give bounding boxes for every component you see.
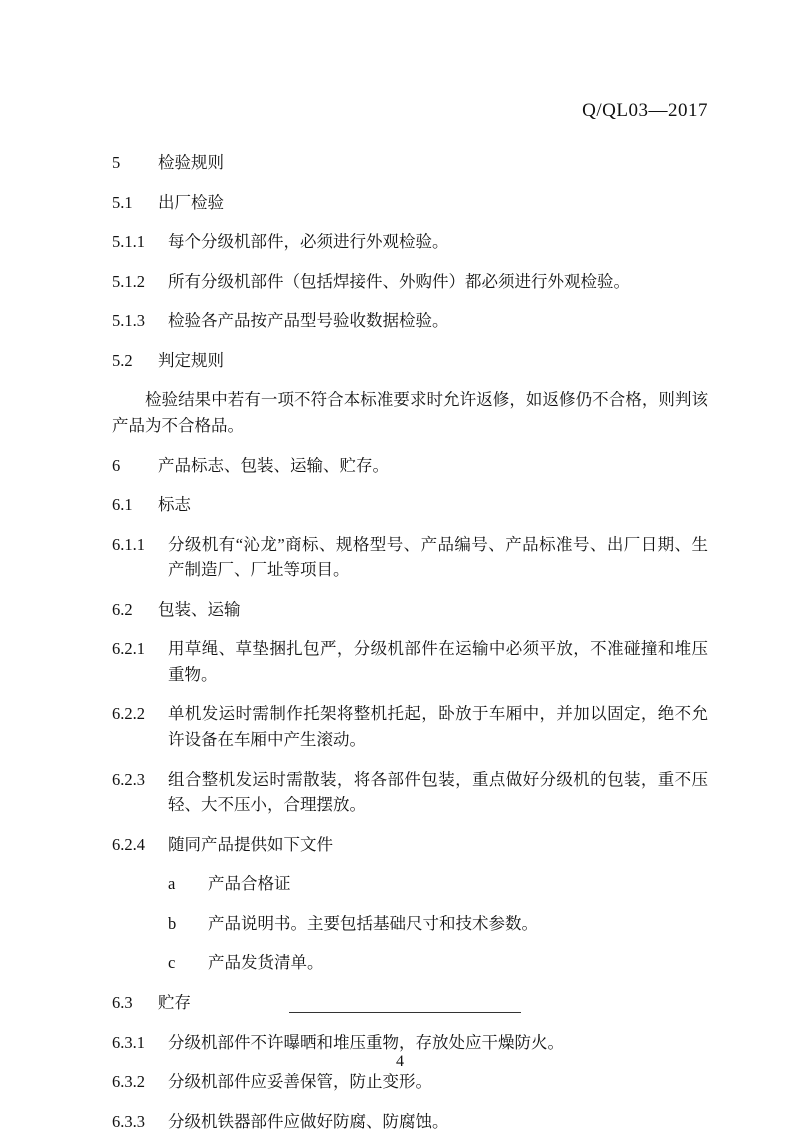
sub-list-item <box>168 871 708 897</box>
clause-text: 检验各产品按产品型号验收数据检验。 <box>168 311 449 331</box>
clause-item <box>112 701 708 752</box>
clause-number: a <box>168 874 176 894</box>
clause-item <box>112 767 708 818</box>
clause-text: 分级机铁器部件应做好防腐、防腐蚀。 <box>168 1111 449 1131</box>
clause-number: 6.1 <box>112 495 133 515</box>
footer-divider <box>289 1012 521 1013</box>
clause-text: 分级机有“沁龙”商标、规格型号、产品编号、产品标准号、出厂日期、生产制造厂、厂址等项目。 <box>168 534 708 580</box>
section-list <box>112 150 708 1132</box>
clause-text: 分级机部件不许曝晒和堆压重物，存放处应干燥防火。 <box>168 1032 564 1052</box>
clause-text: 用草绳、草垫捆扎包严，分级机部件在运输中必须平放，不准碰撞和堆压重物。 <box>168 639 708 684</box>
clause-text: 包装、运输 <box>158 599 241 619</box>
paragraph: 检验结果中若有一项不符合本标准要求时允许返修，如返修仍不合格，则判该产品为不合格品。 <box>112 390 708 435</box>
section-heading <box>112 597 708 623</box>
sub-list-item <box>168 950 708 976</box>
clause-text: 所有分级机部件（包括焊接件、外购件）都必须进行外观检验。 <box>168 271 630 291</box>
clause-number: 6.2.3 <box>112 769 145 789</box>
clause-text: 分级机部件应妥善保管，防止变形。 <box>168 1072 432 1092</box>
clause-text: 出厂检验 <box>158 192 224 212</box>
clause-item <box>112 832 708 858</box>
clause-text: 产品说明书。主要包括基础尺寸和技术参数。 <box>208 913 538 933</box>
clause-number: 6.3.2 <box>112 1072 145 1092</box>
page-number: 4 <box>396 1053 404 1070</box>
clause-number: 6.2.2 <box>112 704 145 724</box>
clause-text: 单机发运时需制作托架将整机托起，卧放于车厢中，并加以固定，绝不允许设备在车厢中产生滚动。 <box>168 704 708 749</box>
clause-number: 5.1.2 <box>112 271 145 291</box>
clause-text: 检验规则 <box>158 153 224 172</box>
clause-number: c <box>168 953 176 973</box>
clause-item <box>112 269 708 295</box>
sub-list-item <box>168 911 708 937</box>
section-heading <box>112 348 708 374</box>
clause-number: 6.2.4 <box>112 834 145 854</box>
clause-number: b <box>168 913 177 933</box>
clause-number: 5 <box>112 153 121 172</box>
clause-number: 6.3 <box>112 992 133 1012</box>
clause-text: 贮存 <box>158 992 191 1012</box>
clause-number: 6 <box>112 455 121 475</box>
clause-number: 6.3.1 <box>112 1032 145 1052</box>
clause-text: 产品发货清单。 <box>208 953 324 973</box>
clause-text: 产品合格证 <box>208 874 291 894</box>
clause-number: 5.2 <box>112 350 133 370</box>
document-body <box>112 100 708 1132</box>
clause-number: 5.1 <box>112 192 133 212</box>
clause-item <box>112 1030 708 1056</box>
clause-number: 6.3.3 <box>112 1111 145 1131</box>
clause-text: 标志 <box>158 495 191 515</box>
section-heading <box>112 190 708 216</box>
document-standard-code: Q/QL03—2017 <box>582 100 708 121</box>
clause-item <box>112 636 708 687</box>
clause-number: 5.1.3 <box>112 311 145 331</box>
clause-item <box>112 1069 708 1095</box>
section-heading <box>112 453 708 479</box>
clause-item <box>112 229 708 255</box>
clause-number: 6.2.1 <box>112 639 145 659</box>
clause-number: 6.1.1 <box>112 534 145 554</box>
section-heading <box>112 150 708 176</box>
clause-number: 6.2 <box>112 599 133 619</box>
clause-text: 判定规则 <box>158 350 224 370</box>
clause-item <box>112 308 708 334</box>
clause-item <box>112 1109 708 1132</box>
section-heading <box>112 492 708 518</box>
clause-text: 产品标志、包装、运输、贮存。 <box>158 455 389 475</box>
clause-text: 随同产品提供如下文件 <box>168 834 333 854</box>
clause-number: 5.1.1 <box>112 232 145 252</box>
clause-item <box>112 532 708 583</box>
clause-text: 每个分级机部件，必须进行外观检验。 <box>168 232 449 252</box>
clause-text: 组合整机发运时需散装，将各部件包装，重点做好分级机的包装，重不压轻、大不压小，合理摆放。 <box>168 769 708 815</box>
